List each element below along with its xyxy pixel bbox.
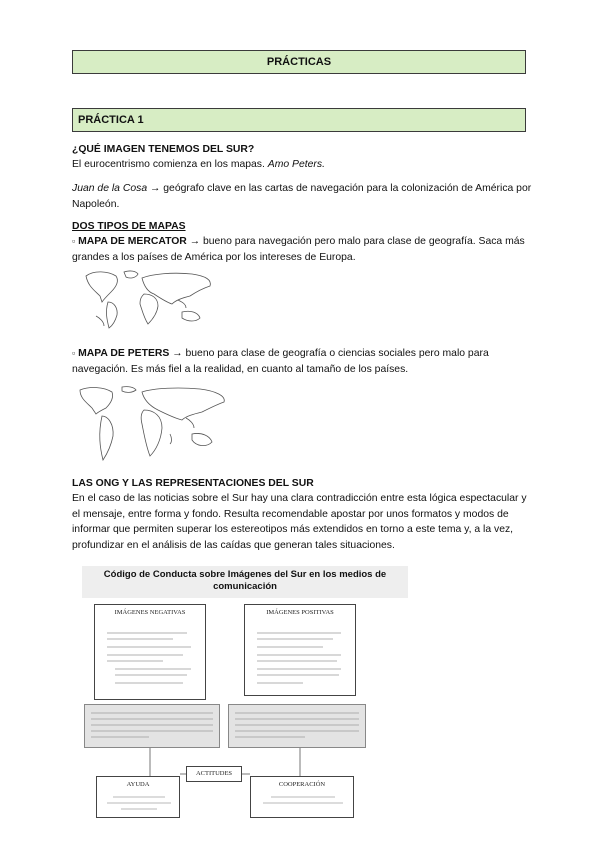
paragraph-eurocentrismo	[72, 157, 532, 173]
help-label: AYUDA	[126, 781, 150, 788]
attitudes-label: ACTITUDES	[195, 770, 233, 777]
section-heading-imagen-sur: ¿QUÉ IMAGEN TENEMOS DEL SUR?	[72, 144, 255, 155]
paragraph-mercator	[72, 234, 532, 265]
section-heading-dos-tipos-mapas: DOS TIPOS DE MAPAS	[72, 221, 186, 232]
peters-map-icon	[74, 384, 232, 462]
mercator-label: MAPA DE MERCATOR	[78, 236, 187, 247]
positive-images-label: IMÁGENES POSITIVAS	[266, 609, 334, 616]
peters-text: → bueno para clase de geografía o ciencias sociales pero malo para navegación. Es más fiel a la realidad, en cuanto al tamaño de los países.	[72, 348, 489, 375]
practica-1-header	[72, 108, 526, 132]
juan-de-la-cosa-text: → geógrafo clave en las cartas de navegación para la colonización de América por Napoleón.	[72, 183, 532, 210]
mercator-map-icon	[82, 268, 216, 330]
mercator-text: → bueno para navegación pero malo para clase de geografía. Saca más grandes a los países de América por los intereses de Europa.	[72, 236, 525, 263]
practicas-title: PRÁCTICAS	[266, 56, 332, 68]
eurocentrismo-author: Amo Peters.	[267, 159, 325, 170]
diagram-connectors	[80, 600, 380, 820]
practica-1-title: PRÁCTICA 1	[78, 114, 144, 126]
paragraph-juan-de-la-cosa	[72, 181, 532, 212]
section-heading-ong: LAS ONG Y LAS REPRESENTACIONES DEL SUR	[72, 478, 314, 489]
negative-images-label: IMÁGENES NEGATIVAS	[114, 609, 186, 616]
paragraph-ong-body: En el caso de las noticias sobre el Sur hay una clara contradicción entre esta lógica espectacular y el mensaje, entre forma y fondo. Resulta recomendable apostar por unos formatos y modos de informar que permiten superar los estereotipos más extendidos en torno a este tema y, a la vez, profundizar en el análisis de las caídas que generan tales situaciones.	[72, 493, 527, 551]
bullet-icon: ▫	[72, 348, 76, 358]
cooperation-label: COOPERACIÓN	[278, 781, 326, 788]
paragraph-peters	[72, 346, 532, 377]
diagram-title: Código de Conducta sobre Imágenes del Sur en los medios de comunicación	[82, 566, 408, 598]
peters-label: MAPA DE PETERS	[78, 348, 170, 359]
bullet-icon: ▫	[72, 236, 76, 246]
eurocentrismo-text: El eurocentrismo comienza en los mapas.	[72, 159, 268, 170]
practicas-header	[72, 50, 526, 74]
juan-de-la-cosa-name: Juan de la Cosa	[72, 183, 148, 194]
